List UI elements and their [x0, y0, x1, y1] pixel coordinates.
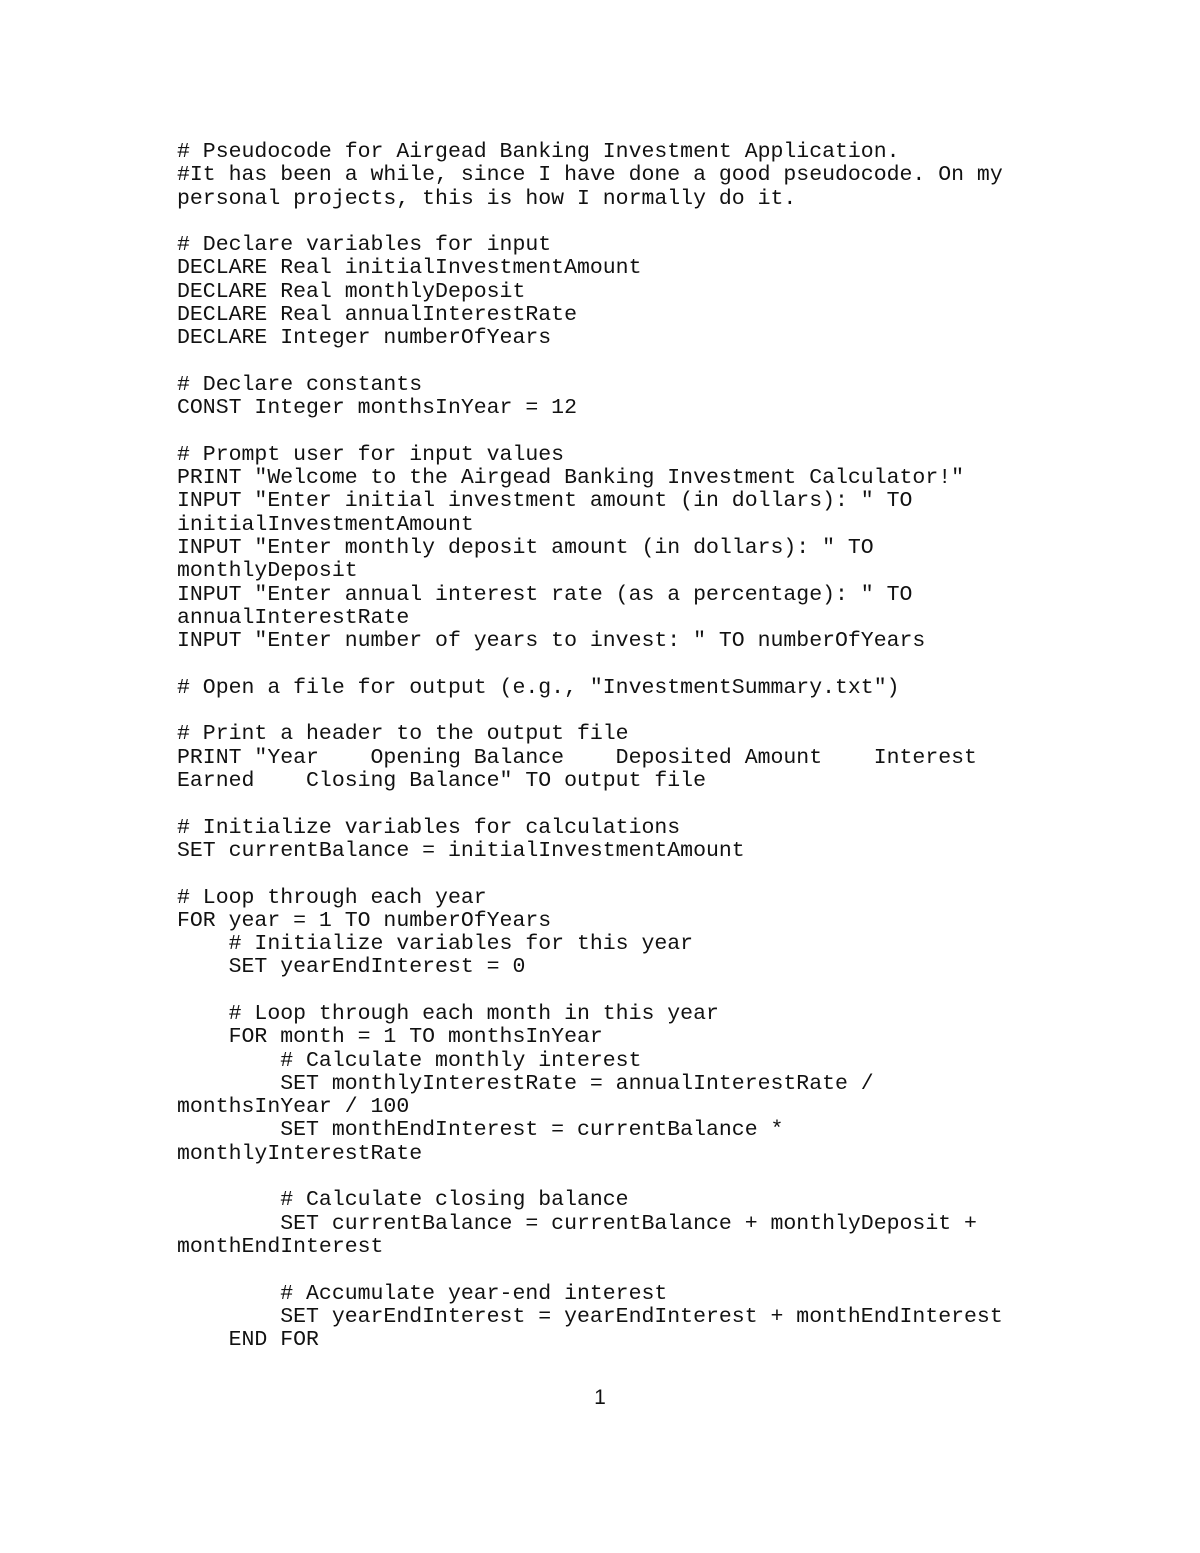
code-line: # Loop through each month in this year	[177, 1001, 719, 1026]
blank-line	[177, 421, 1077, 444]
code-line: SET currentBalance = currentBalance + monthlyDeposit +	[177, 1211, 977, 1236]
blank-line	[177, 863, 1077, 886]
code-line: Earned Closing Balance" TO output file	[177, 769, 706, 794]
code-line: INPUT "Enter number of years to invest: " TO numberOfYears	[177, 629, 926, 654]
code-line: DECLARE Real initialInvestmentAmount	[177, 256, 642, 281]
code-line: monthsInYear / 100	[177, 1095, 410, 1120]
code-line: # Accumulate year-end interest	[177, 1281, 668, 1306]
code-line: # Prompt user for input values	[177, 442, 565, 467]
code-line: initialInvestmentAmount	[177, 512, 474, 537]
blank-line	[177, 1166, 1077, 1189]
code-line: # Calculate monthly interest	[177, 1048, 642, 1073]
code-line: # Print a header to the output file	[177, 722, 629, 747]
code-line: PRINT "Year Opening Balance Deposited Amount Interest	[177, 745, 977, 770]
code-line: SET currentBalance = initialInvestmentAmount	[177, 838, 745, 863]
code-line: # Pseudocode for Airgead Banking Investment Application.	[177, 140, 900, 164]
code-line: monthEndInterest	[177, 1234, 384, 1259]
code-line: # Declare constants	[177, 372, 423, 397]
pseudocode-block	[177, 141, 1077, 1352]
code-line: END FOR	[177, 1328, 319, 1353]
code-line: SET yearEndInterest = yearEndInterest + monthEndInterest	[177, 1304, 1003, 1329]
code-line: # Initialize variables for this year	[177, 932, 694, 957]
code-line: DECLARE Real annualInterestRate	[177, 303, 577, 328]
code-line: SET yearEndInterest = 0	[177, 955, 526, 980]
blank-line	[177, 980, 1077, 1003]
code-line: monthlyInterestRate	[177, 1141, 423, 1166]
code-line: # Declare variables for input	[177, 233, 552, 258]
blank-line	[177, 1259, 1077, 1282]
code-line: #It has been a while, since I have done a good pseudocode. On my	[177, 163, 1003, 188]
code-line: annualInterestRate	[177, 605, 410, 630]
code-line: # Open a file for output (e.g., "InvestmentSummary.txt")	[177, 675, 900, 700]
blank-line	[177, 654, 1077, 677]
code-line: # Loop through each year	[177, 885, 487, 910]
code-line: INPUT "Enter monthly deposit amount (in dollars): " TO	[177, 536, 874, 561]
code-line: SET monthEndInterest = currentBalance *	[177, 1118, 784, 1143]
code-line: INPUT "Enter annual interest rate (as a percentage): " TO	[177, 582, 913, 607]
code-line: SET monthlyInterestRate = annualInterestRate /	[177, 1071, 874, 1096]
code-line: DECLARE Integer numberOfYears	[177, 326, 552, 351]
code-line: FOR month = 1 TO monthsInYear	[177, 1025, 603, 1050]
code-line: CONST Integer monthsInYear = 12	[177, 396, 577, 421]
page-number: 1	[594, 1386, 606, 1409]
code-line: personal projects, this is how I normally do it.	[177, 186, 797, 211]
code-line: INPUT "Enter initial investment amount (in dollars): " TO	[177, 489, 913, 514]
code-line: PRINT "Welcome to the Airgead Banking Investment Calculator!"	[177, 466, 965, 491]
code-line: # Calculate closing balance	[177, 1188, 629, 1213]
blank-line	[177, 793, 1077, 816]
blank-line	[177, 211, 1077, 234]
code-line: monthlyDeposit	[177, 559, 358, 584]
blank-line	[177, 700, 1077, 723]
code-line: FOR year = 1 TO numberOfYears	[177, 908, 552, 933]
blank-line	[177, 351, 1077, 374]
code-line: DECLARE Real monthlyDeposit	[177, 279, 526, 304]
code-line: # Initialize variables for calculations	[177, 815, 681, 840]
